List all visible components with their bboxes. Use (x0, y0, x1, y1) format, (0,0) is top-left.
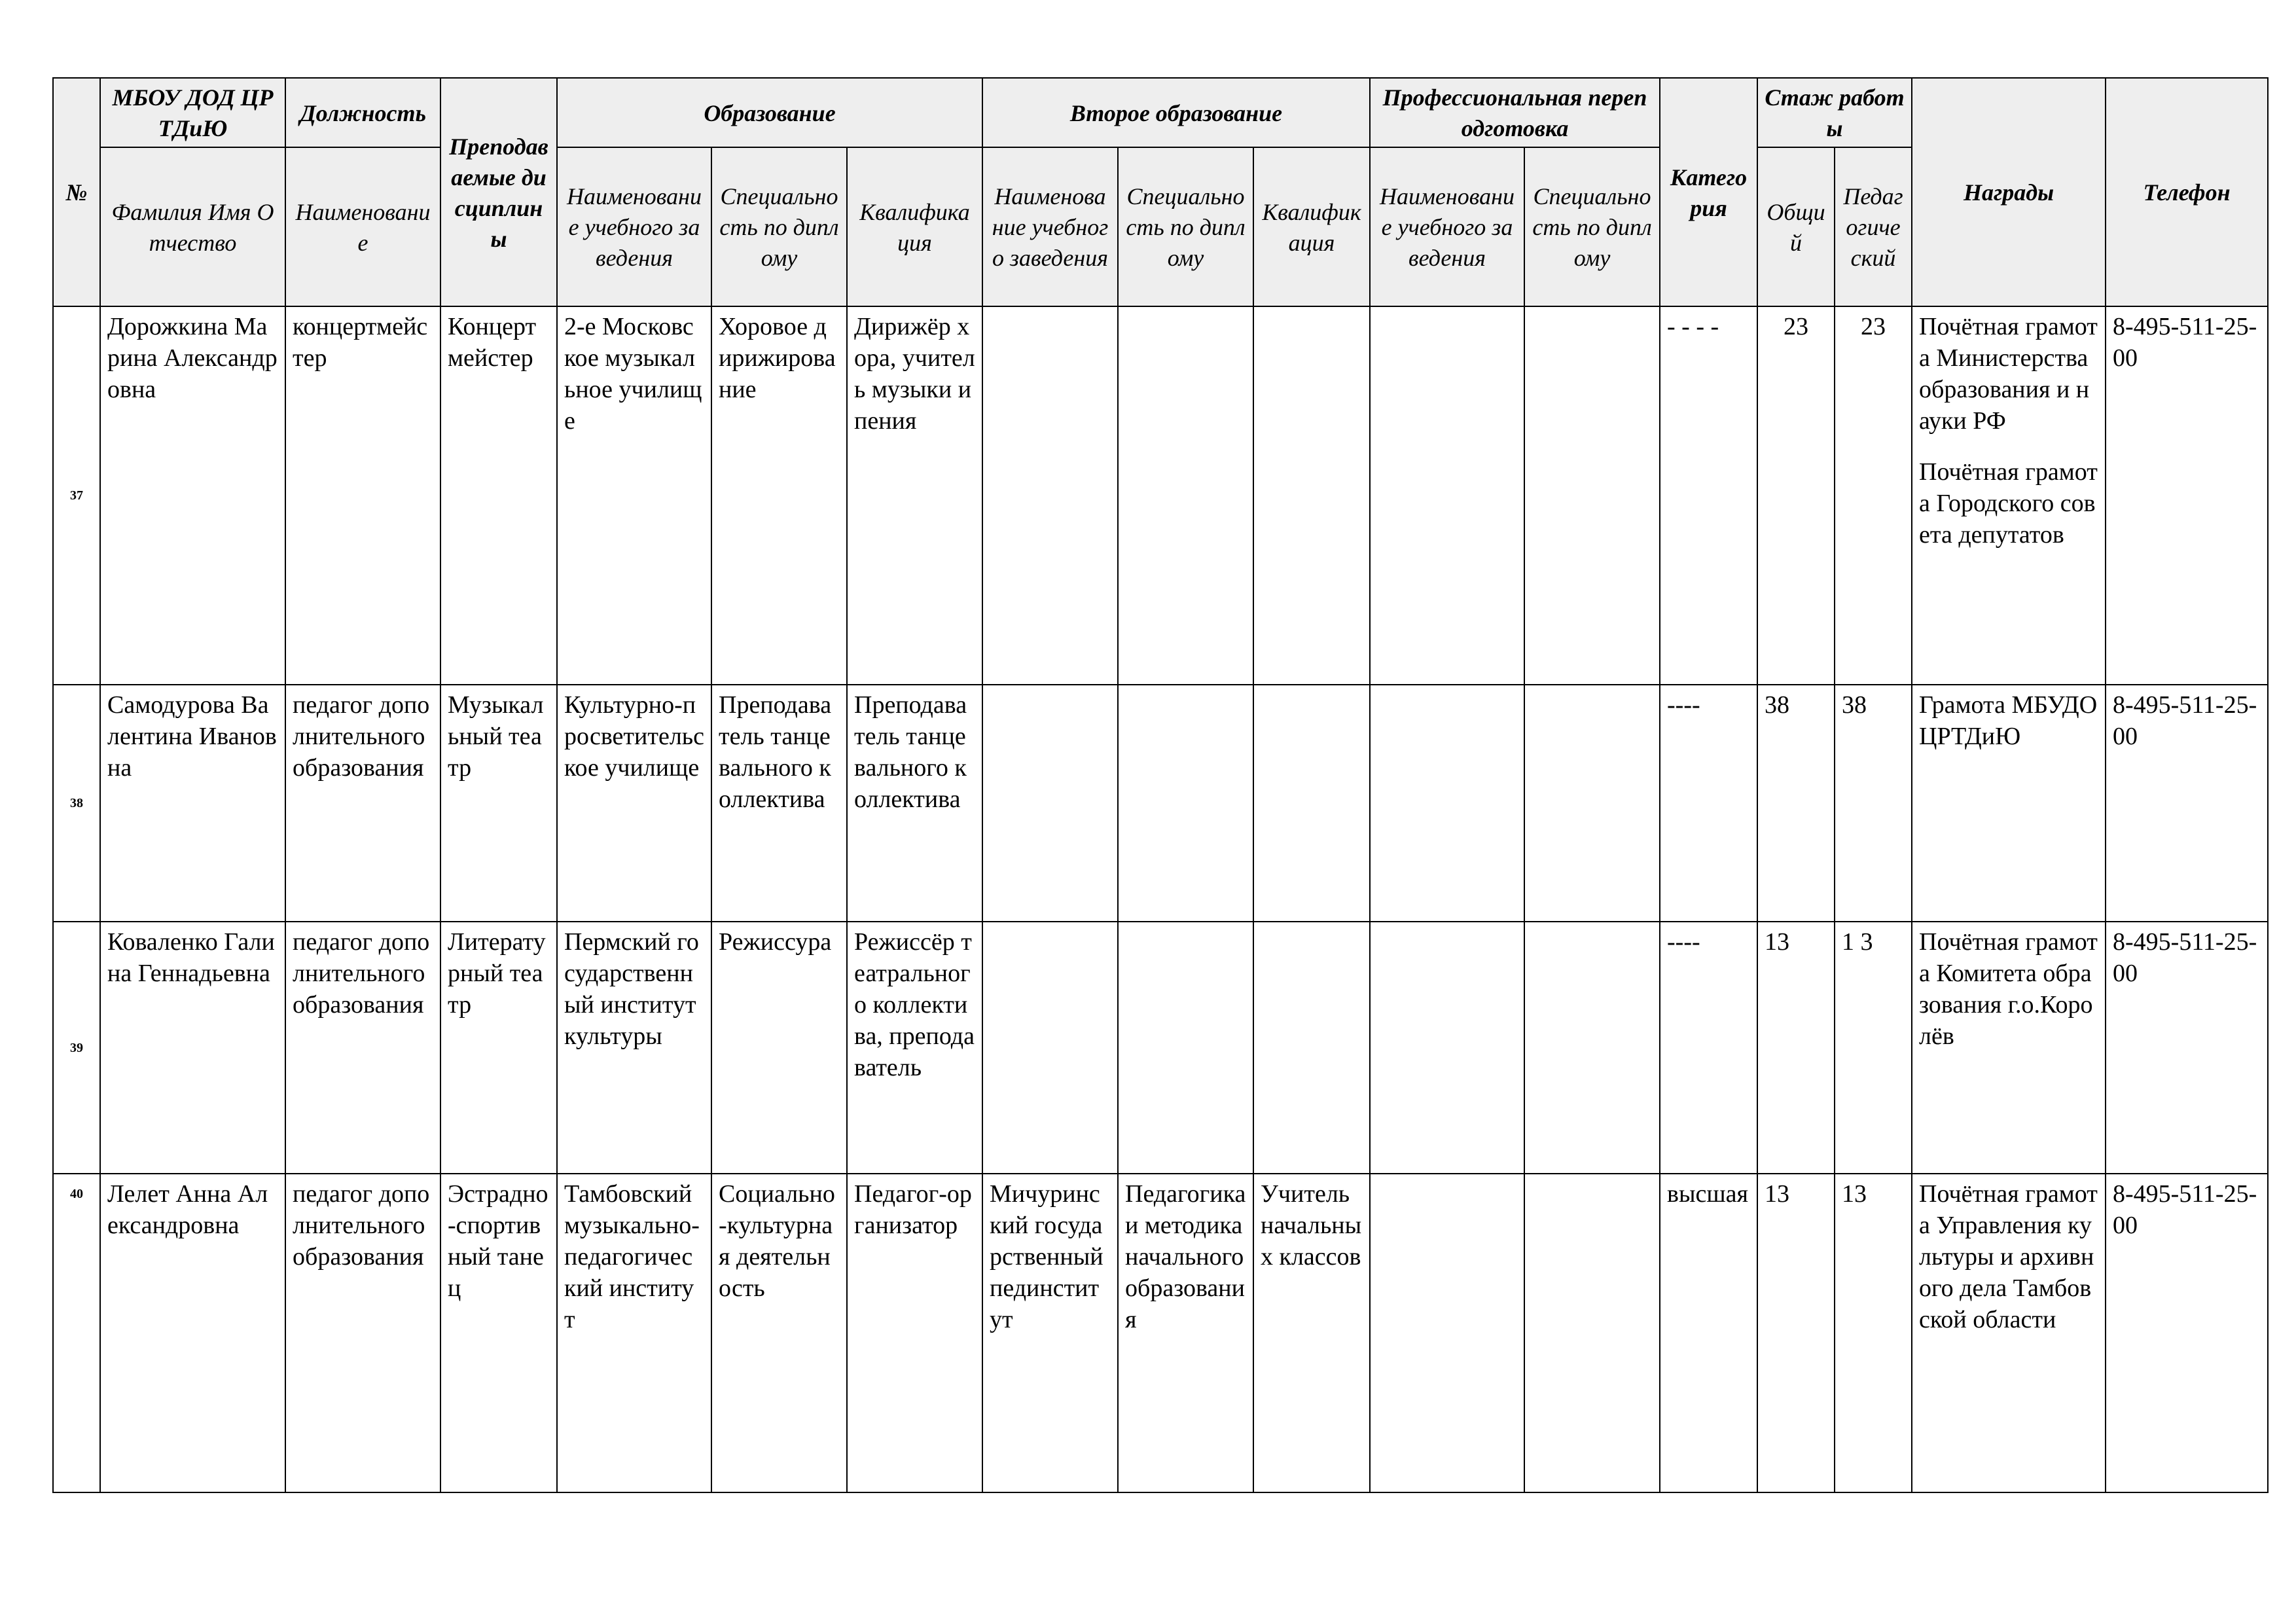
cell-retraining-institution (1370, 1174, 1524, 1492)
cell-experience-total: 13 (1757, 922, 1835, 1174)
cell-awards (1912, 685, 2106, 922)
cell-edu-qualification: Дирижёр хора, учитель музыки и пения (847, 306, 982, 685)
row-number: 39 (53, 922, 100, 1174)
cell-awards (1912, 922, 2106, 1174)
cell-second-institution (982, 306, 1118, 685)
award-entry: Почётная грамота Министерства образования и науки РФ (1919, 313, 2098, 435)
header-category: Категория (1660, 78, 1757, 306)
cell-second-institution (982, 922, 1118, 1174)
cell-position: педагог дополнительного образования (285, 685, 440, 922)
cell-phone: 8-495-511-25-00 (2106, 1174, 2268, 1492)
cell-edu-institution: 2-е Московское музыкальное училище (557, 306, 711, 685)
header-edu-specialty: Специальность по диплому (711, 147, 847, 306)
cell-category: ---- (1660, 922, 1757, 1174)
cell-second-institution: Мичуринский государственный пединститут (982, 1174, 1118, 1492)
table-row (53, 306, 2268, 685)
cell-edu-specialty: Социально-культурная деятельность (711, 1174, 847, 1492)
header-second-specialty: Специальность по диплому (1118, 147, 1253, 306)
cell-fio: Лелет Анна Александровна (100, 1174, 285, 1492)
cell-phone: 8-495-511-25-00 (2106, 685, 2268, 922)
cell-awards (1912, 306, 2106, 685)
cell-retraining-institution (1370, 922, 1524, 1174)
header-fio: Фамилия Имя Отчество (100, 147, 285, 306)
header-position-name: Наименование (285, 147, 440, 306)
cell-retraining-specialty (1524, 685, 1660, 922)
staff-table (52, 77, 2269, 1493)
header-experience-group: Стаж работы (1757, 78, 1912, 147)
cell-edu-institution: Культурно-просветительское училище (557, 685, 711, 922)
cell-edu-specialty: Режиссура (711, 922, 847, 1174)
cell-position: педагог дополнительного образования (285, 1174, 440, 1492)
header-awards: Награды (1912, 78, 2106, 306)
cell-second-qualification (1253, 306, 1370, 685)
header-education-group: Образование (557, 78, 982, 147)
cell-edu-specialty: Преподаватель танцевального коллектива (711, 685, 847, 922)
cell-position: концертмейстер (285, 306, 440, 685)
cell-second-specialty (1118, 306, 1253, 685)
table-row (53, 922, 2268, 1174)
cell-second-specialty (1118, 922, 1253, 1174)
header-num: № (53, 78, 100, 306)
header-experience-pedagogical: Педагогический (1835, 147, 1912, 306)
cell-experience-pedagogical: 13 (1835, 1174, 1912, 1492)
cell-awards (1912, 1174, 2106, 1492)
header-org-group: МБОУ ДОД ЦРТДиЮ (100, 78, 285, 147)
cell-second-specialty: Педагогика и методика начального образования (1118, 1174, 1253, 1492)
cell-discipline: Эстрадно-спортивный танец (440, 1174, 557, 1492)
header-edu-institution: Наименование учебного заведения (557, 147, 711, 306)
cell-retraining-specialty (1524, 922, 1660, 1174)
cell-fio: Коваленко Галина Геннадьевна (100, 922, 285, 1174)
header-retraining-institution: Наименование учебного заведения (1370, 147, 1524, 306)
row-number: 40 (53, 1174, 100, 1492)
cell-edu-qualification: Преподаватель танцевального коллектива (847, 685, 982, 922)
cell-second-specialty (1118, 685, 1253, 922)
header-disciplines: Преподаваемые дисциплины (440, 78, 557, 306)
cell-discipline: Концертмейстер (440, 306, 557, 685)
header-retraining-group: Профессиональная переподготовка (1370, 78, 1660, 147)
award-entry: Почётная грамота Городского совета депутатов (1919, 458, 2098, 549)
header-experience-total: Общий (1757, 147, 1835, 306)
cell-category: ---- (1660, 685, 1757, 922)
header-phone: Телефон (2106, 78, 2268, 306)
cell-experience-pedagogical: 38 (1835, 685, 1912, 922)
row-number: 38 (53, 685, 100, 922)
cell-experience-total: 13 (1757, 1174, 1835, 1492)
table-row (53, 1174, 2268, 1492)
cell-retraining-institution (1370, 685, 1524, 922)
header-second-education-group: Второе образование (982, 78, 1370, 147)
cell-fio: Дорожкина Марина Александровна (100, 306, 285, 685)
cell-position: педагог дополнительного образования (285, 922, 440, 1174)
cell-edu-institution: Пермский государственный институт культуры (557, 922, 711, 1174)
row-number: 37 (53, 306, 100, 685)
cell-edu-specialty: Хоровое дирижирование (711, 306, 847, 685)
staff-document-page (52, 77, 2269, 1493)
cell-category: - - - - (1660, 306, 1757, 685)
cell-second-qualification (1253, 685, 1370, 922)
header-retraining-specialty: Специальность по диплому (1524, 147, 1660, 306)
cell-retraining-specialty (1524, 1174, 1660, 1492)
cell-experience-total: 23 (1757, 306, 1835, 685)
cell-edu-qualification: Режиссёр театрального коллектива, преподаватель (847, 922, 982, 1174)
cell-experience-pedagogical: 1 3 (1835, 922, 1912, 1174)
cell-retraining-specialty (1524, 306, 1660, 685)
header-edu-qualification: Квалификация (847, 147, 982, 306)
award-entry: Грамота МБУДО ЦРТДиЮ (1919, 691, 2098, 750)
table-row (53, 685, 2268, 922)
cell-discipline: Музыкальный театр (440, 685, 557, 922)
cell-second-institution (982, 685, 1118, 922)
cell-phone: 8-495-511-25-00 (2106, 306, 2268, 685)
cell-edu-qualification: Педагог-организатор (847, 1174, 982, 1492)
cell-retraining-institution (1370, 306, 1524, 685)
cell-second-qualification (1253, 922, 1370, 1174)
cell-phone: 8-495-511-25-00 (2106, 922, 2268, 1174)
award-entry: Почётная грамота Управления культуры и архивного дела Тамбовской области (1919, 1180, 2098, 1333)
cell-experience-total: 38 (1757, 685, 1835, 922)
award-entry: Почётная грамота Комитета образования г.о.Королёв (1919, 928, 2098, 1050)
cell-fio: Самодурова Валентина Ивановна (100, 685, 285, 922)
cell-edu-institution: Тамбовский музыкально-педагогический институт (557, 1174, 711, 1492)
cell-discipline: Литературный театр (440, 922, 557, 1174)
header-second-institution: Наименование учебного заведения (982, 147, 1118, 306)
cell-experience-pedagogical: 23 (1835, 306, 1912, 685)
cell-category: высшая (1660, 1174, 1757, 1492)
header-position-group: Должность (285, 78, 440, 147)
header-second-qualification: Квалификация (1253, 147, 1370, 306)
cell-second-qualification: Учитель начальных классов (1253, 1174, 1370, 1492)
